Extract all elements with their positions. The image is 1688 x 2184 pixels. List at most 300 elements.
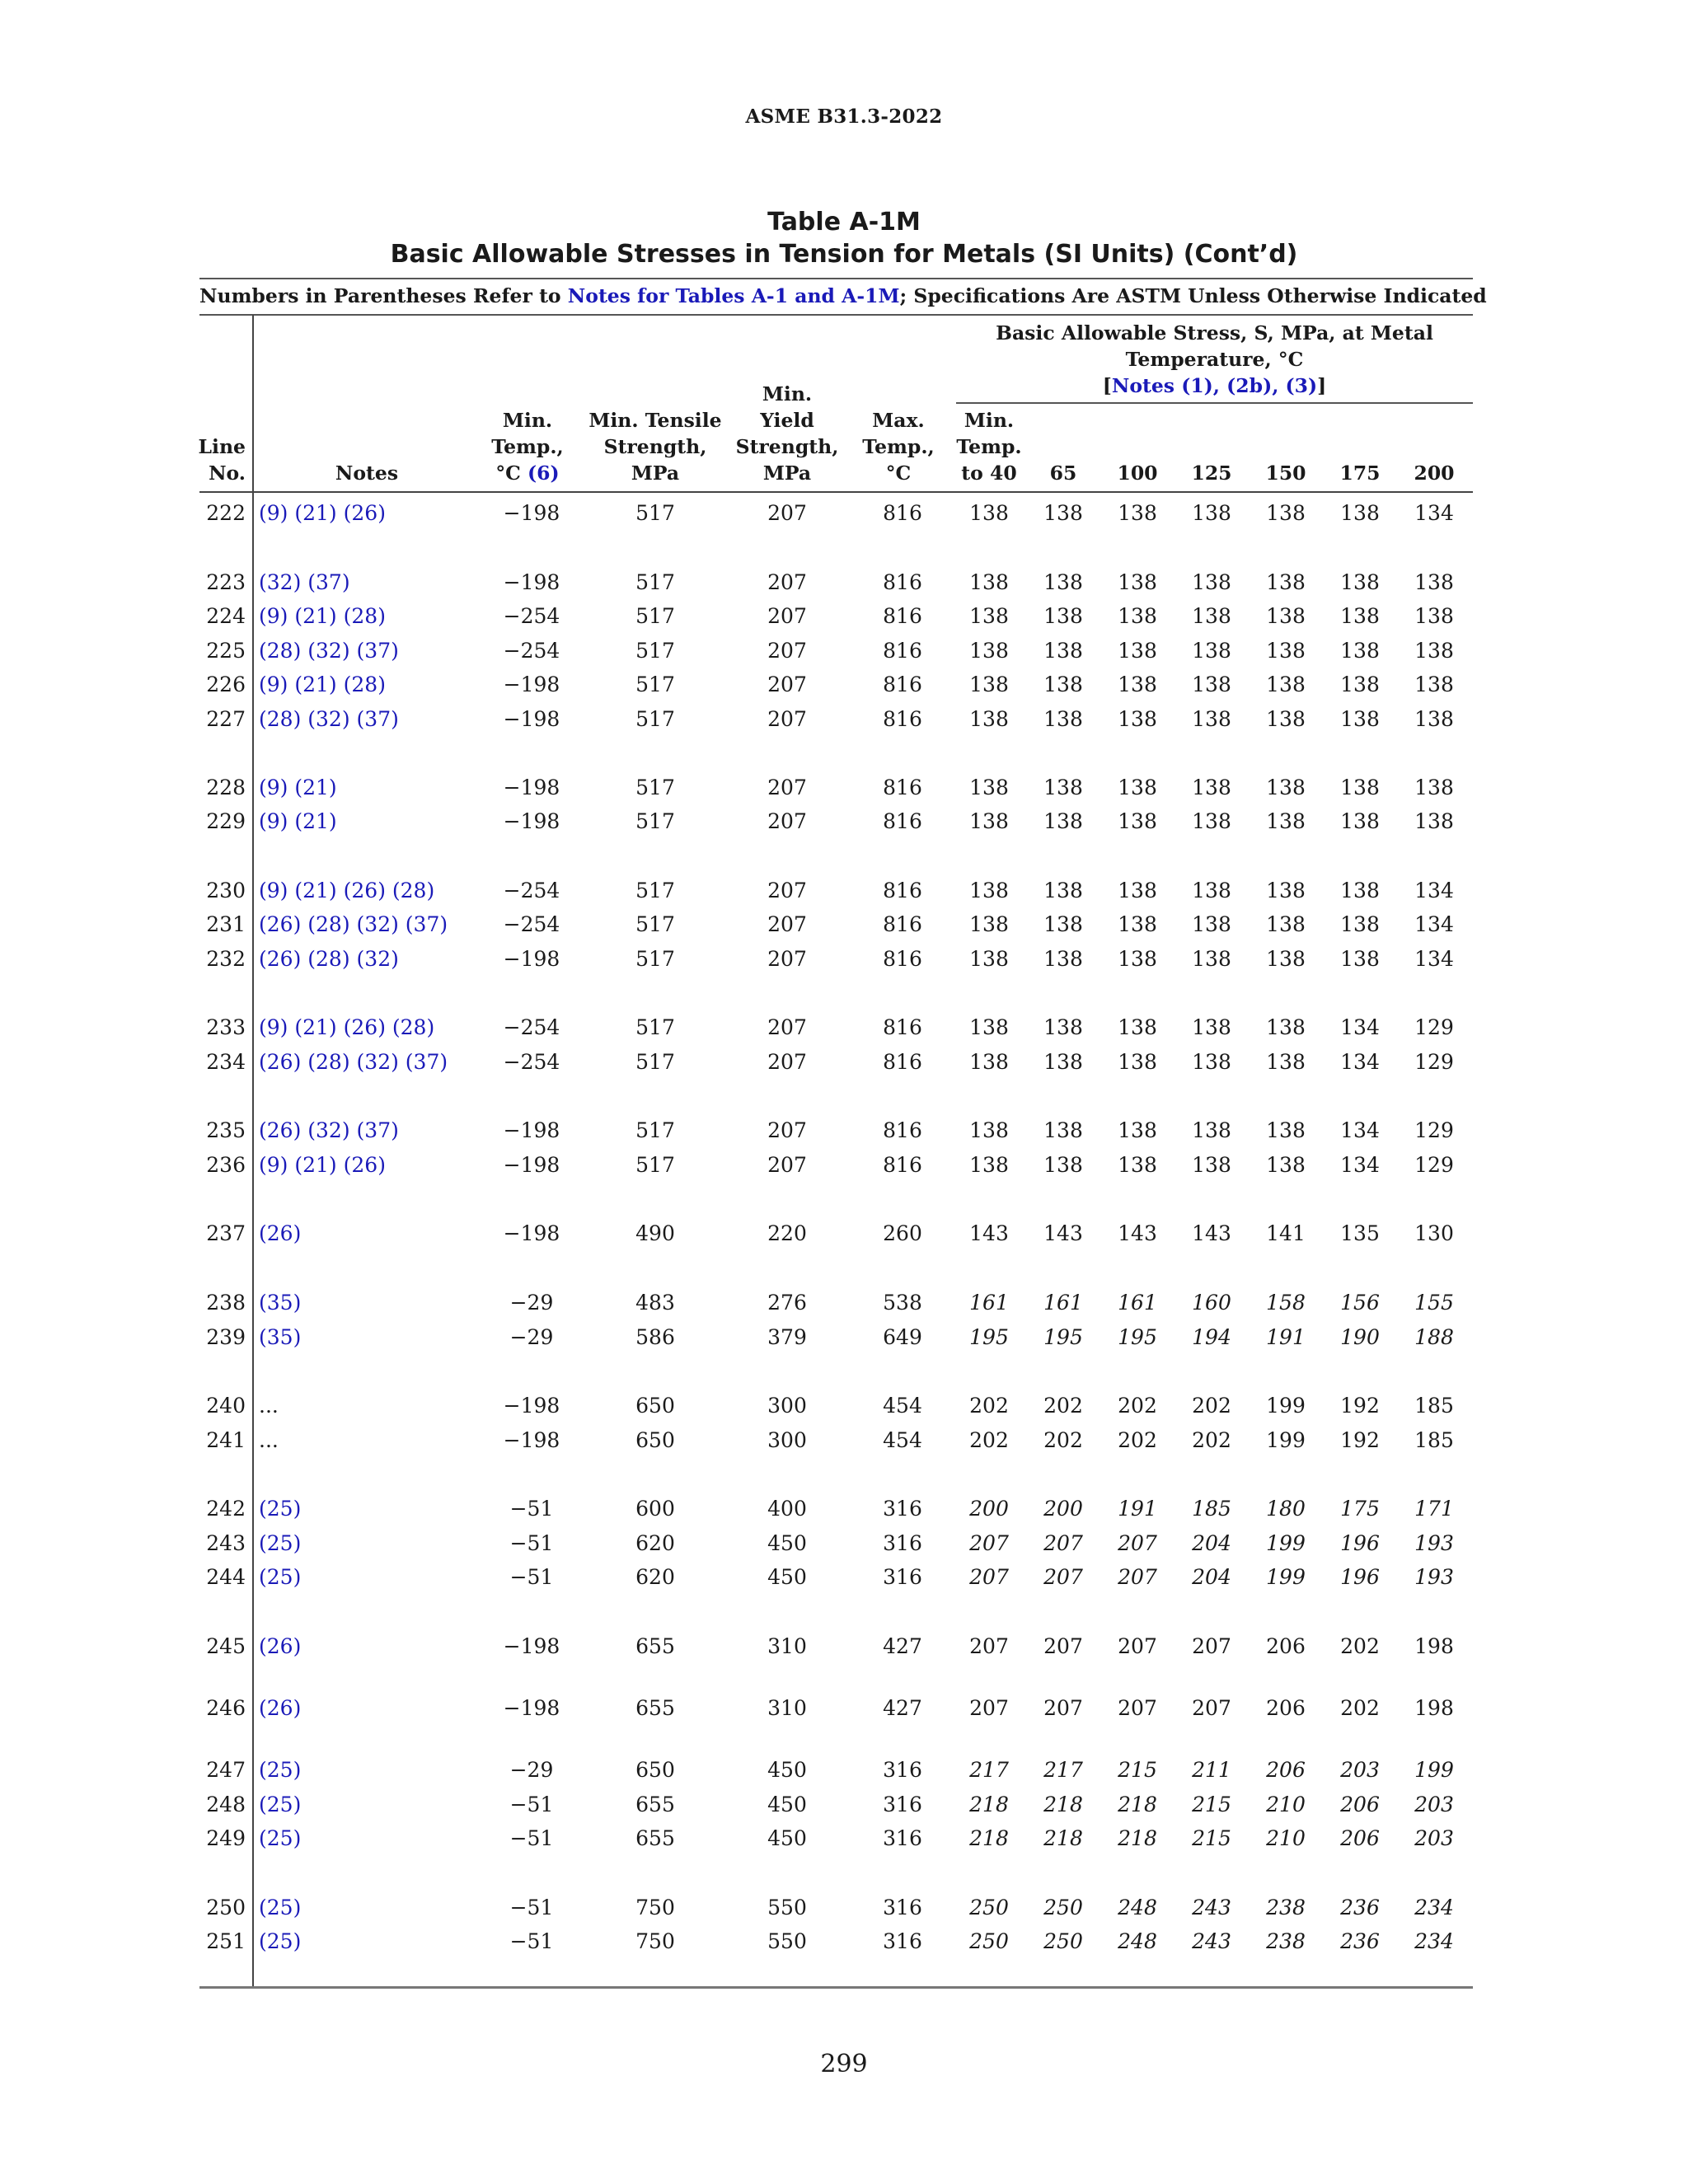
stress-cell: 200 — [969, 1497, 1009, 1521]
notes-cell[interactable]: (32) (37) — [259, 570, 350, 594]
min-temp-cell: −198 — [503, 501, 560, 525]
stress-cell: 138 — [1414, 776, 1454, 799]
stress-cell: 218 — [1043, 1826, 1083, 1850]
top-rule — [199, 278, 1473, 279]
stress-cell: 250 — [969, 1929, 1009, 1953]
tensile-cell: 517 — [635, 809, 675, 833]
stress-cell: 129 — [1414, 1118, 1454, 1142]
notes-cell[interactable]: (9) (21) (28) — [259, 673, 386, 696]
line-number: 232 — [206, 947, 246, 971]
notes-cell[interactable]: (9) (21) (26) — [259, 1153, 386, 1177]
stress-cell: 138 — [1192, 947, 1231, 971]
line-number: 248 — [206, 1793, 246, 1816]
min-temp-cell: −51 — [509, 1565, 554, 1589]
max-temp-cell: 454 — [883, 1394, 922, 1418]
tensile-cell: 655 — [635, 1826, 675, 1850]
yield-cell: 207 — [767, 707, 807, 731]
stress-cell: 195 — [1118, 1325, 1157, 1349]
header-tensile: Min. Tensile Strength, MPa — [588, 409, 722, 485]
table-row — [0, 1217, 1688, 1250]
stress-cell: 138 — [1266, 776, 1306, 799]
stress-cell: 206 — [1340, 1793, 1380, 1816]
stress-cell: 160 — [1192, 1291, 1231, 1315]
line-number: 228 — [206, 776, 246, 799]
tensile-cell: 517 — [635, 1015, 675, 1039]
stress-cell: 211 — [1192, 1758, 1231, 1782]
min-temp-cell: −254 — [503, 639, 560, 663]
stress-cell: 138 — [1340, 879, 1380, 902]
table-row — [0, 805, 1688, 838]
line-number: 236 — [206, 1153, 246, 1177]
notes-cell[interactable]: (25) — [259, 1793, 302, 1816]
notes-cell[interactable]: (26) (32) (37) — [259, 1118, 399, 1142]
stress-cell: 236 — [1340, 1896, 1380, 1919]
notes-cell[interactable]: (26) — [259, 1696, 302, 1720]
table-row — [0, 497, 1688, 530]
max-temp-cell: 316 — [883, 1826, 922, 1850]
max-temp-cell: 316 — [883, 1565, 922, 1589]
stress-cell: 202 — [1340, 1696, 1380, 1720]
stress-cell: 134 — [1414, 501, 1454, 525]
tensile-cell: 517 — [635, 604, 675, 628]
yield-cell: 310 — [767, 1634, 807, 1658]
stress-cell: 207 — [1043, 1696, 1083, 1720]
stress-cell: 199 — [1266, 1394, 1306, 1418]
stress-cell: 138 — [1118, 809, 1157, 833]
stress-cell: 138 — [1266, 604, 1306, 628]
stress-cell: 238 — [1266, 1929, 1306, 1953]
stress-cell: 138 — [969, 1015, 1009, 1039]
stress-cell: 138 — [1192, 1050, 1231, 1074]
tensile-cell: 655 — [635, 1634, 675, 1658]
max-temp-cell: 816 — [883, 1153, 922, 1177]
stress-cell: 138 — [1118, 604, 1157, 628]
max-temp-cell: 316 — [883, 1758, 922, 1782]
min-temp-cell: −198 — [503, 776, 560, 799]
stress-cell: 217 — [969, 1758, 1009, 1782]
stress-cell: 207 — [1118, 1531, 1157, 1555]
stress-cell: 218 — [969, 1793, 1009, 1816]
max-temp-cell: 816 — [883, 501, 922, 525]
notes-cell[interactable]: (25) — [259, 1758, 302, 1782]
min-temp-cell: −51 — [509, 1793, 554, 1816]
header-temp-200: 200 — [1414, 462, 1455, 485]
tensile-cell: 517 — [635, 776, 675, 799]
stress-cell: 138 — [1414, 809, 1454, 833]
notes-cell[interactable]: (9) (21) (28) — [259, 604, 386, 628]
stress-cell: 215 — [1192, 1793, 1231, 1816]
max-temp-cell: 538 — [883, 1291, 922, 1315]
tensile-cell: 490 — [635, 1221, 675, 1245]
max-temp-cell: 816 — [883, 809, 922, 833]
stress-cell: 199 — [1266, 1428, 1306, 1452]
stress-cell: 202 — [1192, 1428, 1231, 1452]
line-number: 240 — [206, 1394, 246, 1418]
max-temp-cell: 427 — [883, 1634, 922, 1658]
max-temp-cell: 816 — [883, 570, 922, 594]
stress-cell: 138 — [1266, 1153, 1306, 1177]
stress-cell: 138 — [1192, 570, 1231, 594]
tensile-cell: 517 — [635, 639, 675, 663]
yield-cell: 207 — [767, 809, 807, 833]
line-number: 229 — [206, 809, 246, 833]
running-head: ASME B31.3-2022 — [745, 105, 943, 128]
yield-cell: 207 — [767, 501, 807, 525]
notes-cell[interactable]: (25) — [259, 1497, 302, 1521]
stress-cell: 138 — [1043, 879, 1083, 902]
stress-cell: 218 — [969, 1826, 1009, 1850]
stress-cell: 234 — [1414, 1929, 1454, 1953]
tensile-cell: 517 — [635, 947, 675, 971]
notes-cell[interactable]: (25) — [259, 1896, 302, 1919]
notes-cell[interactable]: (25) — [259, 1826, 302, 1850]
table-title — [0, 206, 1688, 270]
stress-cell: 206 — [1266, 1634, 1306, 1658]
table-row — [0, 1754, 1688, 1787]
header-temp-40: Min. Temp. to 40 — [956, 409, 1022, 485]
stress-cell: 155 — [1414, 1291, 1454, 1315]
stress-cell: 248 — [1118, 1896, 1157, 1919]
stress-cell: 217 — [1043, 1758, 1083, 1782]
max-temp-cell: 454 — [883, 1428, 922, 1452]
notes-cell[interactable]: (25) — [259, 1531, 302, 1555]
yield-cell: 450 — [767, 1758, 807, 1782]
stress-cell: 138 — [1118, 1050, 1157, 1074]
tensile-cell: 750 — [635, 1896, 675, 1919]
line-number: 251 — [206, 1929, 246, 1953]
stress-cell: 199 — [1266, 1565, 1306, 1589]
table-number: Table A-1M — [767, 208, 921, 237]
line-number: 239 — [206, 1325, 246, 1349]
yield-cell: 207 — [767, 776, 807, 799]
stress-cell: 204 — [1192, 1565, 1231, 1589]
min-temp-cell: −29 — [509, 1325, 554, 1349]
stress-cell: 138 — [1043, 912, 1083, 936]
stress-cell: 180 — [1266, 1497, 1306, 1521]
header-yield: Min. Yield Strength, MPa — [735, 382, 839, 485]
line-number: 246 — [206, 1696, 246, 1720]
spec-line-post: ; Specifications Are ASTM Unless Otherwise Indicated — [899, 284, 1487, 307]
yield-cell: 379 — [767, 1325, 807, 1349]
stress-cell: 202 — [969, 1394, 1009, 1418]
max-temp-cell: 816 — [883, 947, 922, 971]
stress-cell: 193 — [1414, 1565, 1454, 1589]
stress-cell: 250 — [1043, 1929, 1083, 1953]
stress-cell: 138 — [1192, 1015, 1231, 1039]
stress-cell: 207 — [1192, 1634, 1231, 1658]
tensile-cell: 517 — [635, 879, 675, 902]
line-number: 247 — [206, 1758, 246, 1782]
stress-cell: 138 — [1340, 809, 1380, 833]
stress-cell: 129 — [1414, 1153, 1454, 1177]
min-temp-cell: −198 — [503, 673, 560, 696]
line-number: 231 — [206, 912, 246, 936]
tensile-cell: 517 — [635, 1118, 675, 1142]
min-temp-cell: −198 — [503, 1394, 560, 1418]
notes-cell[interactable]: (28) (32) (37) — [259, 639, 399, 663]
max-temp-cell: 816 — [883, 1050, 922, 1074]
max-temp-cell: 260 — [883, 1221, 922, 1245]
stress-cell: 207 — [1043, 1634, 1083, 1658]
stress-cell: 204 — [1192, 1531, 1231, 1555]
header-temp-65: 65 — [1049, 462, 1077, 485]
table-row — [0, 1011, 1688, 1044]
stress-cell: 138 — [1118, 1118, 1157, 1142]
stress-cell: 138 — [1118, 639, 1157, 663]
stress-cell: 138 — [1340, 673, 1380, 696]
stress-cell: 138 — [1192, 912, 1231, 936]
stress-cell: 158 — [1266, 1291, 1306, 1315]
spec-line-pre: Numbers in Parentheses Refer to — [199, 284, 568, 307]
stress-cell: 218 — [1118, 1793, 1157, 1816]
stress-cell: 138 — [1192, 879, 1231, 902]
line-number: 223 — [206, 570, 246, 594]
stress-cell: 193 — [1414, 1531, 1454, 1555]
stress-cell: 138 — [1340, 639, 1380, 663]
stress-cell: 138 — [1340, 707, 1380, 731]
stress-cell: 243 — [1192, 1929, 1231, 1953]
notes-cell[interactable]: (26) — [259, 1221, 302, 1245]
notes-cell[interactable]: (9) (21) (26) — [259, 501, 386, 525]
line-number: 244 — [206, 1565, 246, 1589]
stress-cell: 138 — [1118, 947, 1157, 971]
header-temp-100: 100 — [1117, 462, 1158, 485]
stress-cell: 238 — [1266, 1896, 1306, 1919]
min-temp-cell: −254 — [503, 912, 560, 936]
stress-cell: 138 — [969, 604, 1009, 628]
notes-cell[interactable]: (26) (28) (32) (37) — [259, 912, 448, 936]
table-row — [0, 771, 1688, 804]
stress-cell: 138 — [969, 639, 1009, 663]
stress-cell: 202 — [1043, 1394, 1083, 1418]
stress-cell: 202 — [1340, 1634, 1380, 1658]
spec-rule — [199, 314, 1473, 316]
line-number: 235 — [206, 1118, 246, 1142]
stress-cell: 207 — [969, 1634, 1009, 1658]
header-max-temp: Max. Temp., °C — [862, 409, 935, 485]
max-temp-cell: 816 — [883, 673, 922, 696]
stress-cell: 138 — [1118, 776, 1157, 799]
line-number: 230 — [206, 879, 246, 902]
min-temp-cell: −254 — [503, 879, 560, 902]
stress-cell: 207 — [1118, 1696, 1157, 1720]
max-temp-cell: 816 — [883, 1015, 922, 1039]
yield-cell: 450 — [767, 1531, 807, 1555]
notes-cell[interactable]: (26) (28) (32) — [259, 947, 399, 971]
stress-cell: 196 — [1340, 1565, 1380, 1589]
max-temp-cell: 316 — [883, 1531, 922, 1555]
stress-cell: 143 — [1118, 1221, 1157, 1245]
table-row — [0, 600, 1688, 633]
notes-cell[interactable]: (26) (28) (32) (37) — [259, 1050, 448, 1074]
yield-cell: 450 — [767, 1826, 807, 1850]
max-temp-cell: 816 — [883, 1118, 922, 1142]
tensile-cell: 655 — [635, 1793, 675, 1816]
stress-cell: 138 — [1118, 1153, 1157, 1177]
stress-cell: 191 — [1266, 1325, 1306, 1349]
stress-cell: 195 — [1043, 1325, 1083, 1349]
table-row — [0, 1149, 1688, 1182]
table-row — [0, 908, 1688, 941]
table-row — [0, 1891, 1688, 1924]
stress-cell: 206 — [1340, 1826, 1380, 1850]
min-temp-cell: −51 — [509, 1929, 554, 1953]
stress-cell: 130 — [1414, 1221, 1454, 1245]
notes-cell[interactable]: (25) — [259, 1929, 302, 1953]
stress-cell: 203 — [1414, 1826, 1454, 1850]
stress-cell: 143 — [1192, 1221, 1231, 1245]
notes-link[interactable]: Notes for Tables A-1 and A-1M — [567, 284, 900, 307]
stress-cell: 138 — [1266, 639, 1306, 663]
stress-cell: 138 — [1192, 1153, 1231, 1177]
yield-cell: 207 — [767, 912, 807, 936]
min-temp-cell: −198 — [503, 1634, 560, 1658]
stress-cell: 129 — [1414, 1050, 1454, 1074]
line-number: 233 — [206, 1015, 246, 1039]
stress-cell: 129 — [1414, 1015, 1454, 1039]
yield-cell: 207 — [767, 673, 807, 696]
stress-cell: 138 — [969, 879, 1009, 902]
stress-cell: 206 — [1266, 1696, 1306, 1720]
min-temp-cell: −51 — [509, 1531, 554, 1555]
stress-cell: 138 — [1118, 912, 1157, 936]
stress-cell: 138 — [1340, 570, 1380, 594]
table-row — [0, 635, 1688, 668]
stress-cell: 138 — [1043, 947, 1083, 971]
stress-cell: 138 — [1340, 501, 1380, 525]
notes-cell[interactable]: (9) (21) (26) (28) — [259, 1015, 435, 1039]
yield-cell: 207 — [767, 1050, 807, 1074]
stress-cell: 199 — [1266, 1531, 1306, 1555]
page-number: 299 — [820, 2050, 868, 2079]
tensile-cell: 517 — [635, 707, 675, 731]
table-row — [0, 943, 1688, 976]
yield-cell: 276 — [767, 1291, 807, 1315]
notes-cell[interactable]: (35) — [259, 1325, 302, 1349]
header-min-temp: Min. Temp., °C (6) — [491, 409, 564, 485]
stress-cell: 135 — [1340, 1221, 1380, 1245]
yield-cell: 220 — [767, 1221, 807, 1245]
table-row — [0, 1630, 1688, 1663]
stress-cell: 138 — [1043, 570, 1083, 594]
notes-cell[interactable]: (35) — [259, 1291, 302, 1315]
stress-cell: 210 — [1266, 1826, 1306, 1850]
stress-cell: 134 — [1414, 947, 1454, 971]
notes-cell[interactable]: (28) (32) (37) — [259, 707, 399, 731]
table-row — [0, 1692, 1688, 1725]
group-header-line1: Basic Allowable Stress, S, MPa, at Metal — [996, 321, 1433, 344]
stress-cell: 207 — [969, 1531, 1009, 1555]
notes-cell: ... — [259, 1428, 279, 1452]
notes-cell[interactable]: (25) — [259, 1565, 302, 1589]
stress-cell: 138 — [1043, 639, 1083, 663]
spec-line — [199, 284, 1487, 307]
stress-cell: 185 — [1414, 1428, 1454, 1452]
stress-cell: 138 — [1192, 776, 1231, 799]
stress-cell: 138 — [969, 673, 1009, 696]
group-header-notes: [Notes (1), (2b), (3)] — [1102, 374, 1327, 397]
yield-cell: 207 — [767, 639, 807, 663]
yield-cell: 310 — [767, 1696, 807, 1720]
max-temp-cell: 427 — [883, 1696, 922, 1720]
line-number: 250 — [206, 1896, 246, 1919]
min-temp-cell: −198 — [503, 1118, 560, 1142]
stress-cell: 207 — [1118, 1565, 1157, 1589]
stress-cell: 185 — [1192, 1497, 1231, 1521]
stress-cell: 138 — [1192, 604, 1231, 628]
yield-cell: 207 — [767, 1015, 807, 1039]
stress-cell: 138 — [1043, 809, 1083, 833]
stress-cell: 196 — [1340, 1531, 1380, 1555]
stress-cell: 202 — [1192, 1394, 1231, 1418]
stress-cell: 134 — [1340, 1118, 1380, 1142]
notes-cell[interactable]: (9) (21) (26) (28) — [259, 879, 435, 902]
yield-cell: 207 — [767, 879, 807, 902]
max-temp-cell: 816 — [883, 639, 922, 663]
stress-cell: 138 — [969, 776, 1009, 799]
header-temp-150: 150 — [1265, 462, 1306, 485]
group-notes-link[interactable]: Notes (1), (2b), (3) — [1111, 374, 1318, 397]
stress-cell: 202 — [969, 1428, 1009, 1452]
notes-cell[interactable]: (9) (21) — [259, 776, 337, 799]
header-temp-125: 125 — [1191, 462, 1232, 485]
stress-cell: 188 — [1414, 1325, 1454, 1349]
stress-cell: 207 — [1043, 1565, 1083, 1589]
tensile-cell: 620 — [635, 1565, 675, 1589]
stress-cell: 203 — [1340, 1758, 1380, 1782]
min-temp-cell: −198 — [503, 1428, 560, 1452]
line-number: 224 — [206, 604, 246, 628]
stress-cell: 141 — [1266, 1221, 1306, 1245]
notes-cell[interactable]: (26) — [259, 1634, 302, 1658]
stress-cell: 200 — [1043, 1497, 1083, 1521]
stress-cell: 138 — [1192, 673, 1231, 696]
tensile-cell: 620 — [635, 1531, 675, 1555]
table-row — [0, 703, 1688, 736]
stress-cell: 138 — [1266, 879, 1306, 902]
stress-cell: 215 — [1118, 1758, 1157, 1782]
stress-cell: 138 — [1340, 776, 1380, 799]
stress-cell: 138 — [1340, 947, 1380, 971]
line-number: 225 — [206, 639, 246, 663]
table-row — [0, 1424, 1688, 1457]
stress-cell: 192 — [1340, 1428, 1380, 1452]
max-temp-cell: 816 — [883, 776, 922, 799]
stress-cell: 138 — [969, 912, 1009, 936]
table-row — [0, 874, 1688, 907]
stress-cell: 138 — [1043, 1118, 1083, 1142]
min-temp-cell: −254 — [503, 1015, 560, 1039]
min-temp-note-link[interactable]: (6) — [528, 462, 560, 485]
min-temp-cell: −198 — [503, 707, 560, 731]
stress-cell: 138 — [1192, 639, 1231, 663]
stress-cell: 138 — [1043, 604, 1083, 628]
stress-cell: 198 — [1414, 1696, 1454, 1720]
tensile-cell: 650 — [635, 1428, 675, 1452]
tensile-cell: 650 — [635, 1394, 675, 1418]
table-row — [0, 1822, 1688, 1855]
notes-cell[interactable]: (9) (21) — [259, 809, 337, 833]
tensile-cell: 517 — [635, 1153, 675, 1177]
stress-cell: 138 — [1266, 912, 1306, 936]
stress-cell: 138 — [969, 707, 1009, 731]
stress-cell: 138 — [1043, 1050, 1083, 1074]
stress-cell: 192 — [1340, 1394, 1380, 1418]
yield-cell: 300 — [767, 1394, 807, 1418]
line-number: 237 — [206, 1221, 246, 1245]
table-row — [0, 1046, 1688, 1079]
max-temp-cell: 816 — [883, 912, 922, 936]
